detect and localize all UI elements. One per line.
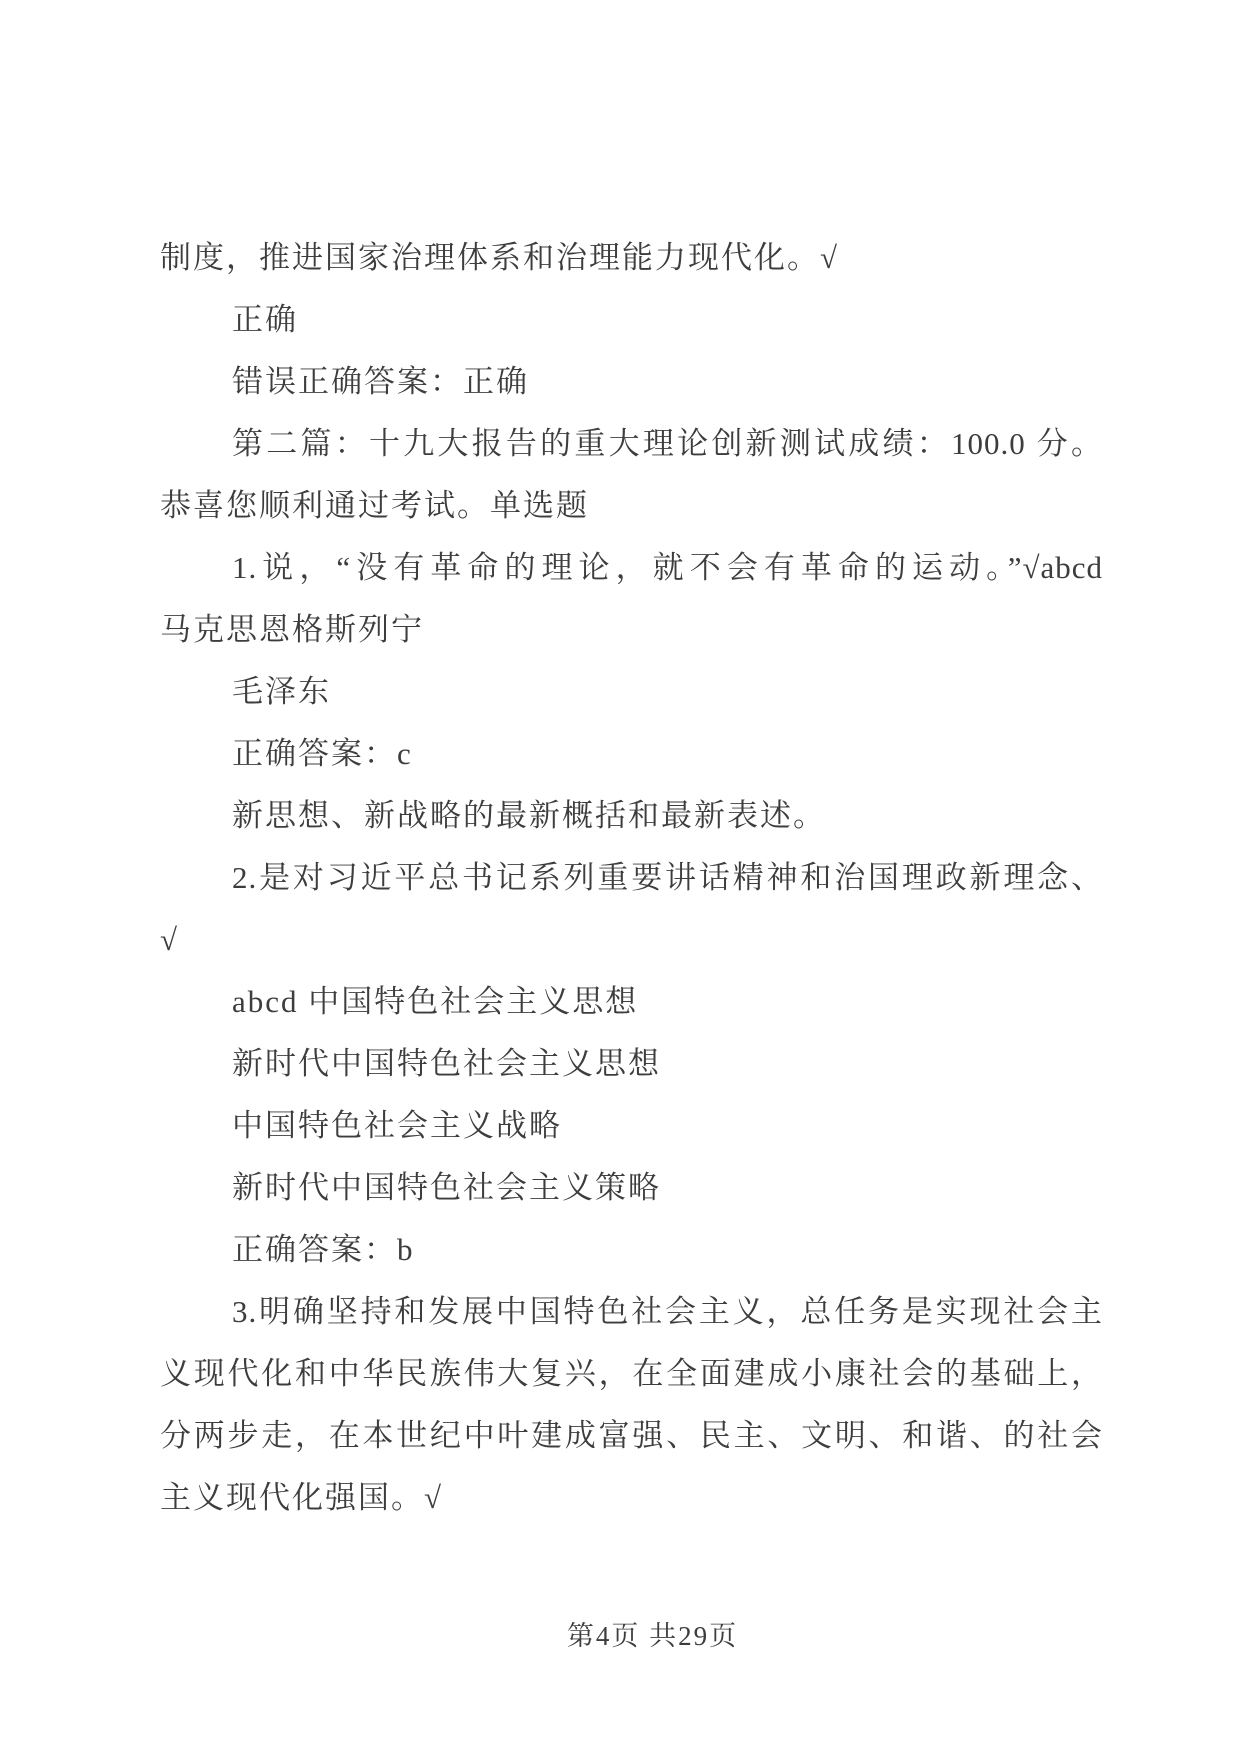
doc-line: 正确答案：b xyxy=(232,1232,415,1267)
doc-line: 2.是对习近平总书记系列重要讲话精神和治国理政新理念、 xyxy=(232,860,1103,895)
doc-line: 新时代中国特色社会主义思想 xyxy=(232,1046,661,1081)
page-footer: 第4页 共29页 xyxy=(566,1621,739,1651)
doc-line: √ xyxy=(160,922,180,957)
doc-line: 恭喜您顺利通过考试。单选题 xyxy=(160,488,589,523)
doc-line: 主义现代化强国。√ xyxy=(160,1480,444,1515)
doc-line: abcd 中国特色社会主义思想 xyxy=(232,984,639,1019)
document-body xyxy=(160,227,1103,1529)
doc-line: 中国特色社会主义战略 xyxy=(232,1108,562,1143)
doc-line: 新时代中国特色社会主义策略 xyxy=(232,1170,661,1205)
doc-line: 马克思恩格斯列宁 xyxy=(160,612,424,647)
doc-line: 错误正确答案：正确 xyxy=(232,364,529,399)
doc-line: 3.明确坚持和发展中国特色社会主义，总任务是实现社会主 xyxy=(232,1294,1103,1329)
doc-line: 正确答案：c xyxy=(232,736,413,771)
doc-line: 新思想、新战略的最新概括和最新表述。 xyxy=(232,798,826,833)
doc-line: 分两步走，在本世纪中叶建成富强、民主、文明、和谐、的社会 xyxy=(160,1418,1103,1453)
doc-line: 制度，推进国家治理体系和治理能力现代化。√ xyxy=(160,240,840,275)
doc-line: 正确 xyxy=(232,302,298,337)
doc-line: 第二篇：十九大报告的重大理论创新测试成绩：100.0 分。 xyxy=(232,426,1103,461)
doc-line: 1.说，“没有革命的理论，就不会有革命的运动。”√abcd xyxy=(232,550,1103,585)
doc-line: 毛泽东 xyxy=(232,674,331,709)
doc-line: 义现代化和中华民族伟大复兴，在全面建成小康社会的基础上， xyxy=(160,1356,1103,1391)
